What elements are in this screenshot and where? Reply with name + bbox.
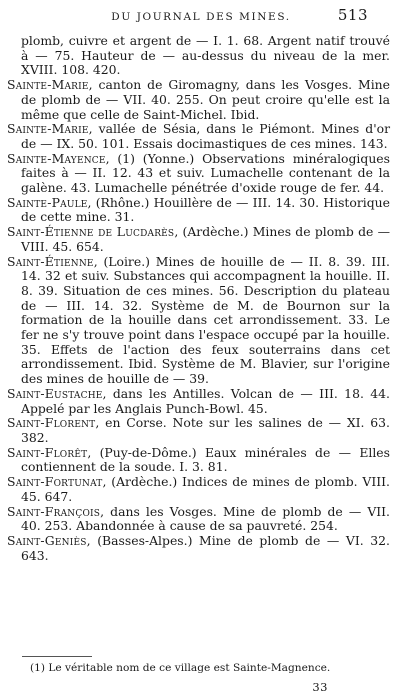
entry-text: , (Loire.) Mines de houille de — II. 8. 39. III. 14. 32 et suiv. Substances qui accompagnent la houille. II. 8. 39. Situation de ces mines. 56. Description du plateau de — III. 14. 32. Système de M. de Bournon sur la formation de la houille dans cet arrondissement. 33. Le fer ne s'y trouve point dans l'espace occupé par la houille. 35. Effets de l'action des feux souterrains dans cet arrondissement. Ibid. Système de M. Blavier, sur l'origine des mines de houille de — 39.: [21, 253, 390, 387]
entry-heading: Saint-Florent: [7, 415, 96, 431]
entry-text: , (Ardèche.) Mines de plomb de — VIII. 45. 654.: [21, 224, 390, 254]
entry-text: , vallée de Sésia, dans le Piémont. Mines d'or de — IX. 50. 101. Essais docimastiques de ces mines. 143.: [21, 121, 390, 151]
entry-heading: Saint-Étienne: [7, 253, 94, 269]
index-entry: [7, 225, 390, 254]
entry-heading: Saint-Geniès: [7, 532, 87, 548]
index-entry: [7, 505, 390, 534]
running-title: DU JOURNAL DES MINES.: [111, 11, 291, 23]
entry-text: , en Corse. Note sur les salines de — XI. 63. 382.: [21, 415, 390, 445]
index-entry: [7, 387, 390, 416]
entry-text: , dans les Antilles. Volcan de — III. 18. 44. Appelé par les Anglais Punch-Bowl. 45.: [21, 385, 390, 416]
index-entry: [7, 122, 390, 151]
entry-heading: Saint-Florêt: [7, 444, 88, 460]
entry-text: , dans les Vosges. Mine de plomb de — VII. 40. 253. Abandonnée à cause de sa pauvreté. 254.: [21, 503, 390, 534]
entry-heading: Saint-Eustache: [7, 385, 103, 401]
index-entries: [7, 34, 390, 563]
running-head: [0, 6, 402, 26]
signature-mark: 33: [312, 680, 328, 694]
footnote: (1) Le véritable nom de ce village est Sainte-Magnence.: [30, 662, 331, 674]
entry-heading: Sainte-Mayence: [7, 150, 106, 166]
page-number: 513: [337, 6, 368, 24]
index-entry: [7, 196, 390, 225]
entry-text: plomb, cuivre et argent de — I. 1. 68. Argent natif trouvé à — 75. Hauteur de — au-dessus du niveau de la mer. XVIII. 108. 420.: [21, 33, 390, 78]
entry-text: , (Ardèche.) Indices de mines de plomb. VIII. 45. 647.: [21, 474, 390, 504]
entry-heading: Saint-Étienne de Lucdarès: [7, 224, 175, 240]
index-entry: [7, 255, 390, 387]
entry-text: , (Puy-de-Dôme.) Eaux minérales de — Elles contiennent de la soude. I. 3. 81.: [21, 444, 390, 475]
entry-heading: Sainte-Paule: [7, 194, 88, 210]
entry-text: , (Basses-Alpes.) Mine de plomb de — VI. 32. 643.: [21, 532, 390, 563]
entry-heading: Sainte-Marie: [7, 121, 89, 137]
index-entry: [7, 416, 390, 445]
index-entry: [7, 446, 390, 475]
footnote-divider: [22, 656, 92, 657]
index-entry: [7, 475, 390, 504]
entry-text: , (1) (Yonne.) Observations minéralogiques faites à — II. 12. 43 et suiv. Lumachelle contenant de la galène. 43. Lumachelle pénétrée d'oxide rouge de fer. 44.: [21, 150, 390, 196]
entry-heading: Saint-François: [7, 503, 101, 519]
index-entry: [7, 152, 390, 196]
index-entry: [7, 34, 390, 78]
entry-heading: Saint-Fortunat: [7, 474, 103, 490]
index-entry: [7, 534, 390, 563]
entry-text: , (Rhône.) Houillère de — III. 14. 30. Historique de cette mine. 31.: [21, 194, 390, 225]
index-entry: [7, 78, 390, 122]
entry-text: , canton de Giromagny, dans les Vosges. Mine de plomb de — VII. 40. 255. On peut croire qu'elle est la même que celle de Saint-Michel. Ibid.: [21, 77, 390, 122]
entry-heading: Sainte-Marie: [7, 77, 89, 93]
